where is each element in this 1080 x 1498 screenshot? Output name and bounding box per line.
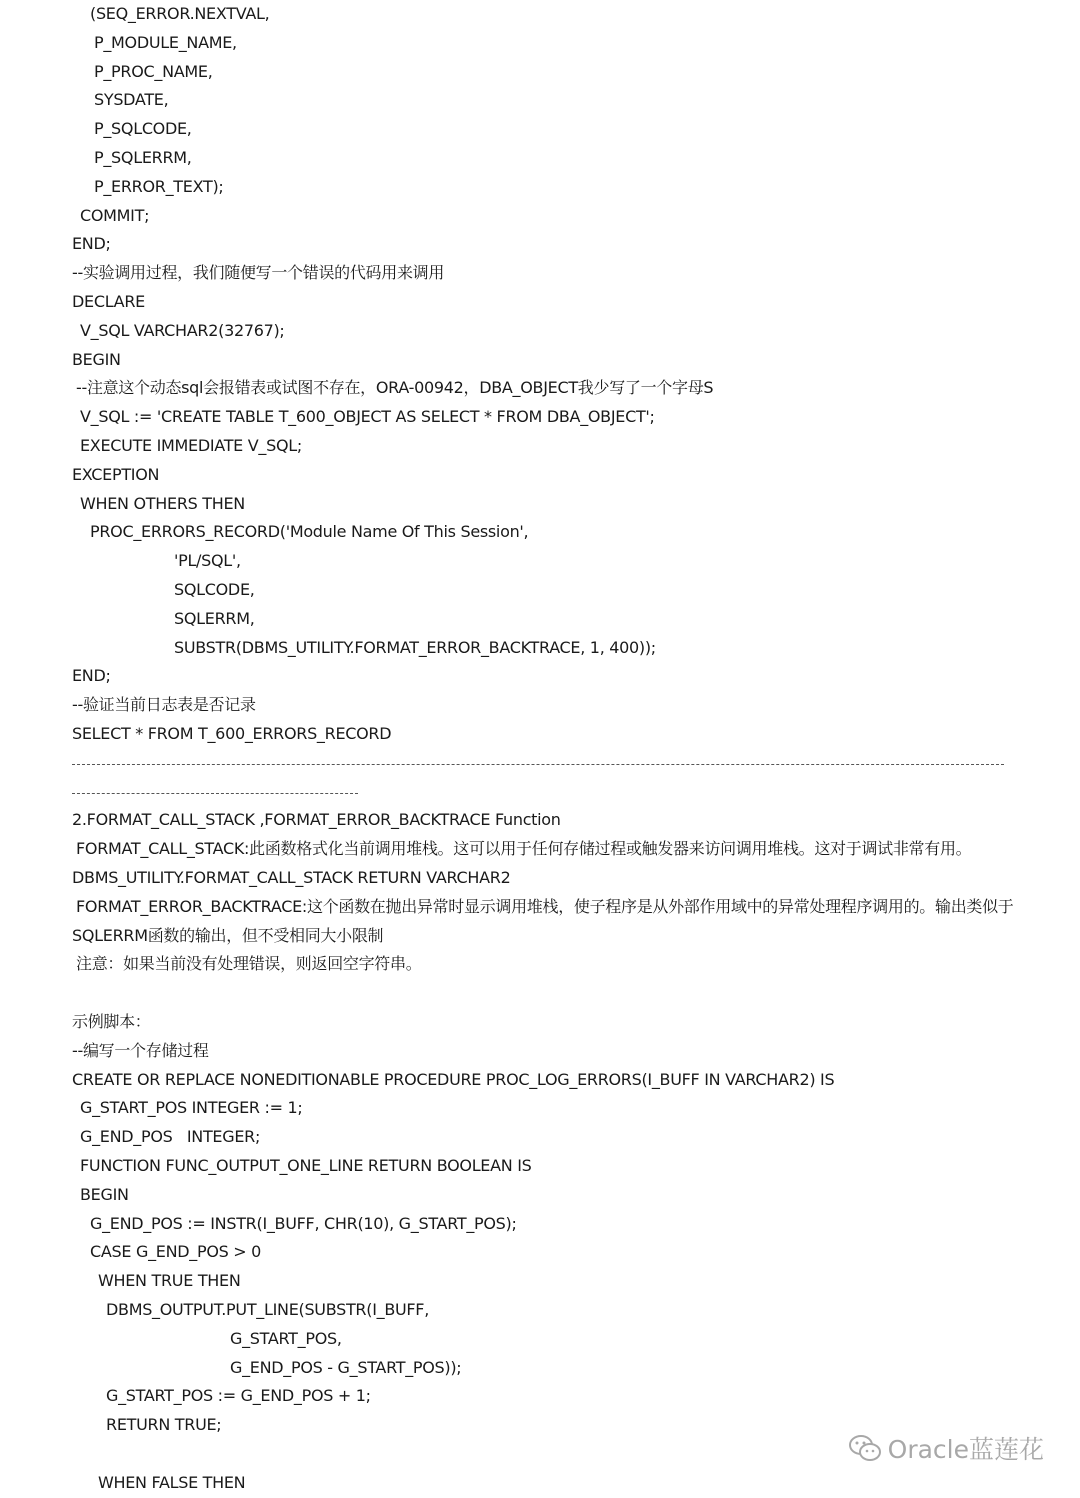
- code-line: CASE G_END_POS > 0: [90, 1242, 262, 1262]
- code-line: P_SQLCODE,: [94, 119, 192, 139]
- code-line: 示例脚本：: [72, 1012, 151, 1031]
- code-line: SQLERRM,: [174, 608, 255, 628]
- separator-line-1: [72, 764, 1004, 767]
- code-line: 注意：如果当前没有处理错误，则返回空字符串。: [76, 954, 422, 974]
- separator-line-2: [72, 793, 358, 796]
- code-line: P_ERROR_TEXT);: [94, 176, 224, 196]
- code-line: G_START_POS,: [230, 1328, 342, 1348]
- code-line: (SEQ_ERROR.NEXTVAL,: [90, 4, 270, 23]
- code-line: END;: [72, 234, 111, 254]
- watermark-text: Oracle蓝莲花: [887, 1435, 1044, 1464]
- code-line: BEGIN: [72, 349, 121, 369]
- code-line: SUBSTR(DBMS_UTILITY.FORMAT_ERROR_BACKTRACE, 1, 400));: [174, 637, 656, 657]
- code-line: P_PROC_NAME,: [94, 61, 213, 81]
- code-line: --注意这个动态sql会报错表或试图不存在，ORA-00942，DBA_OBJECT我少写了一个字母S: [76, 378, 714, 398]
- code-line: FUNCTION FUNC_OUTPUT_ONE_LINE RETURN BOOLEAN IS: [80, 1156, 532, 1175]
- code-line: FORMAT_ERROR_BACKTRACE:这个函数在抛出异常时显示调用堆栈，使子程序是从外部作用域中的异常处理程序调用的。输出类似于: [76, 896, 1014, 916]
- code-line: WHEN FALSE THEN: [98, 1472, 246, 1492]
- code-line: P_SQLERRM,: [94, 148, 192, 167]
- code-line: G_START_POS := G_END_POS + 1;: [106, 1386, 371, 1406]
- code-line: END;: [72, 666, 111, 686]
- code-line: PROC_ERRORS_RECORD('Module Name Of This Session',: [90, 522, 529, 542]
- code-line: V_SQL := 'CREATE TABLE T_600_OBJECT AS SELECT * FROM DBA_OBJECT';: [80, 407, 655, 427]
- code-line: CREATE OR REPLACE NONEDITIONABLE PROCEDURE PROC_LOG_ERRORS(I_BUFF IN VARCHAR2) IS: [72, 1069, 835, 1089]
- code-line: G_END_POS - G_START_POS));: [230, 1357, 462, 1377]
- code-line: DBMS_OUTPUT.PUT_LINE(SUBSTR(I_BUFF,: [106, 1300, 429, 1319]
- code-line: --编写一个存储过程: [72, 1040, 209, 1060]
- code-line: RETURN TRUE;: [106, 1415, 222, 1435]
- code-line: --实验调用过程，我们随便写一个错误的代码用来调用: [72, 263, 445, 283]
- code-line: SELECT * FROM T_600_ERRORS_RECORD: [72, 724, 392, 743]
- code-line: WHEN TRUE THEN: [98, 1271, 241, 1291]
- code-line: G_END_POS := INSTR(I_BUFF, CHR(10), G_START_POS);: [90, 1213, 517, 1233]
- code-line: 'PL/SQL',: [174, 551, 241, 571]
- code-line: G_START_POS INTEGER := 1;: [80, 1098, 303, 1118]
- wechat-icon: [848, 1433, 882, 1463]
- code-line: SQLERRM函数的输出，但不受相同大小限制: [72, 925, 384, 945]
- code-line: SQLCODE,: [174, 580, 255, 599]
- code-line: V_SQL VARCHAR2(32767);: [80, 320, 285, 340]
- code-line: FORMAT_CALL_STACK:此函数格式化当前调用堆栈。这可以用于任何存储过程或触发器来访问调用堆栈。这对于调试非常有用。: [76, 839, 972, 859]
- code-line: 2.FORMAT_CALL_STACK ,FORMAT_ERROR_BACKTRACE Function: [72, 810, 561, 830]
- watermark: [848, 1430, 1044, 1466]
- code-line: P_MODULE_NAME,: [94, 32, 237, 52]
- code-line: EXECUTE IMMEDIATE V_SQL;: [80, 436, 302, 455]
- code-line: WHEN OTHERS THEN: [80, 493, 245, 513]
- code-line: DBMS_UTILITY.FORMAT_CALL_STACK RETURN VARCHAR2: [72, 868, 511, 887]
- code-line: COMMIT;: [80, 205, 150, 225]
- code-line: G_END_POS INTEGER;: [80, 1127, 261, 1147]
- code-line: SYSDATE,: [94, 90, 169, 110]
- code-line: --验证当前日志表是否记录: [72, 695, 256, 715]
- code-line: DECLARE: [72, 292, 145, 311]
- code-line: EXCEPTION: [72, 464, 160, 484]
- code-line: BEGIN: [80, 1184, 129, 1204]
